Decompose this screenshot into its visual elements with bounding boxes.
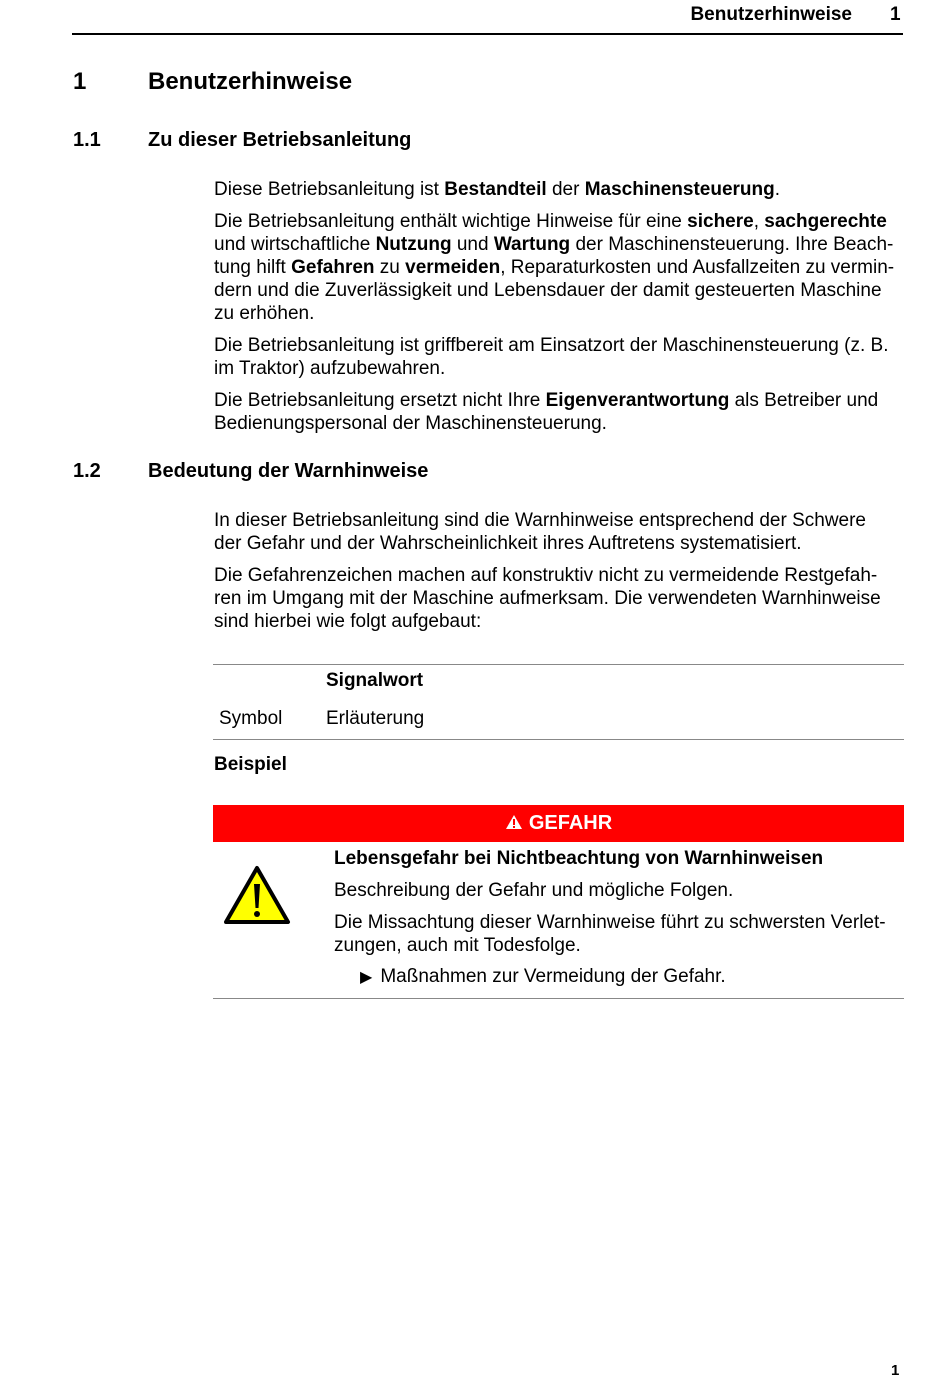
paragraph <box>214 509 914 555</box>
warning-measure <box>334 965 914 989</box>
emphasis-text: Eigenverantwortung <box>545 390 730 411</box>
text-line <box>214 233 914 256</box>
warning-signal-word: GEFAHR <box>528 812 613 834</box>
warning-triangle-icon <box>222 864 292 926</box>
warning-small-icon <box>505 814 523 830</box>
text-line <box>214 302 914 325</box>
section-1-2-number: 1.2 <box>73 460 101 482</box>
text-run: der Gefahr und der Wahrscheinlichkeit ihres Auftretens systematisiert. <box>214 533 802 554</box>
text-run: In dieser Betriebsanleitung sind die Warnhinweise entsprechend der Schwere <box>214 510 867 531</box>
paragraph <box>214 334 914 380</box>
warning-consequence-line: zungen, auch mit Todesfolge. <box>334 935 581 956</box>
text-run: Die Betriebsanleitung ersetzt nicht Ihre <box>214 390 546 411</box>
text-run: tung hilft <box>214 257 292 278</box>
text-run: der Maschinensteuerung. Ihre Beach- <box>570 234 894 255</box>
text-line <box>214 210 914 233</box>
emphasis-text: sachgerechte <box>764 211 887 232</box>
warning-title: Lebensgefahr bei Nichtbeachtung von Warnhinweisen <box>334 848 824 869</box>
running-header-title: Benutzerhinweise <box>690 4 852 25</box>
warning-consequence-line: Die Missachtung dieser Warnhinweise führt zu schwersten Verlet- <box>334 912 886 933</box>
text-line <box>214 178 914 201</box>
text-run: Diese Betriebsanleitung ist <box>214 179 445 200</box>
emphasis-text: Nutzung <box>375 234 452 255</box>
explanation-label: Erläuterung <box>326 708 425 729</box>
emphasis-text: sichere <box>687 211 754 232</box>
paragraph <box>214 389 914 435</box>
text-run: und wirtschaftliche <box>214 234 376 255</box>
warning-description: Beschreibung der Gefahr und mögliche Folgen. <box>334 880 734 901</box>
section-1-2-body <box>214 509 914 642</box>
paragraph <box>214 210 914 325</box>
text-line <box>214 412 914 435</box>
text-run: und <box>451 234 494 255</box>
paragraph <box>214 178 914 201</box>
chapter-title: Benutzerhinweise <box>148 68 353 95</box>
text-run: im Traktor) aufzubewahren. <box>214 358 446 379</box>
section-1-1-body <box>214 178 914 444</box>
page-number: 1 <box>891 1362 900 1379</box>
running-header-page: 1 <box>890 4 901 25</box>
text-run: Die Gefahrenzeichen machen auf konstruktiv nicht zu vermeidende Restgefah- <box>214 565 878 586</box>
table-top-rule <box>213 664 904 665</box>
emphasis-text: Gefahren <box>291 257 375 278</box>
text-run: . <box>774 179 781 200</box>
text-line <box>214 279 914 302</box>
text-line <box>214 532 914 555</box>
text-line <box>214 564 914 587</box>
text-line <box>214 509 914 532</box>
text-run: , <box>753 211 765 232</box>
paragraph <box>214 564 914 633</box>
section-1-2-title: Bedeutung der Warnhinweise <box>148 460 429 482</box>
emphasis-text: vermeiden <box>405 257 501 278</box>
text-run: ren im Umgang mit der Maschine aufmerksam. Die verwendeten Warnhinweise <box>214 588 881 609</box>
text-run: Die Betriebsanleitung ist griffbereit am Einsatzort der Maschinensteuerung (z. B. <box>214 335 889 356</box>
warning-bottom-rule <box>213 998 904 999</box>
text-run: Bedienungspersonal der Maschinensteuerung. <box>214 413 607 434</box>
emphasis-text: Maschinensteuerung <box>584 179 775 200</box>
text-line <box>214 256 914 279</box>
text-line <box>214 587 914 610</box>
text-line <box>214 389 914 412</box>
bullet-triangle-icon: ▶ <box>360 969 373 986</box>
section-1-1-title: Zu dieser Betriebsanleitung <box>148 129 412 151</box>
signal-word-label: Signalwort <box>326 670 424 691</box>
warning-measure-text: Maßnahmen zur Vermeidung der Gefahr. <box>380 966 726 987</box>
warning-body <box>334 847 914 989</box>
warning-signal-bar <box>213 805 904 842</box>
symbol-label: Symbol <box>219 708 283 729</box>
section-1-1-number: 1.1 <box>73 129 101 151</box>
text-run: , Reparaturkosten und Ausfallzeiten zu vermin- <box>500 257 895 278</box>
emphasis-text: Wartung <box>493 234 571 255</box>
chapter-number: 1 <box>73 68 87 95</box>
text-line <box>214 357 914 380</box>
header-rule <box>72 33 903 35</box>
text-run: zu erhöhen. <box>214 303 315 324</box>
table-bottom-rule <box>213 739 904 740</box>
example-label: Beispiel <box>214 754 287 775</box>
text-run: als Betreiber und <box>729 390 879 411</box>
text-run: der <box>546 179 585 200</box>
text-line <box>214 334 914 357</box>
text-run: sind hierbei wie folgt aufgebaut: <box>214 611 482 632</box>
text-line <box>214 610 914 633</box>
text-run: Die Betriebsanleitung enthält wichtige Hinweise für eine <box>214 211 688 232</box>
text-run: zu <box>374 257 406 278</box>
emphasis-text: Bestandteil <box>444 179 547 200</box>
text-run: dern und die Zuverlässigkeit und Lebensdauer der damit gesteuerten Maschine <box>214 280 882 301</box>
